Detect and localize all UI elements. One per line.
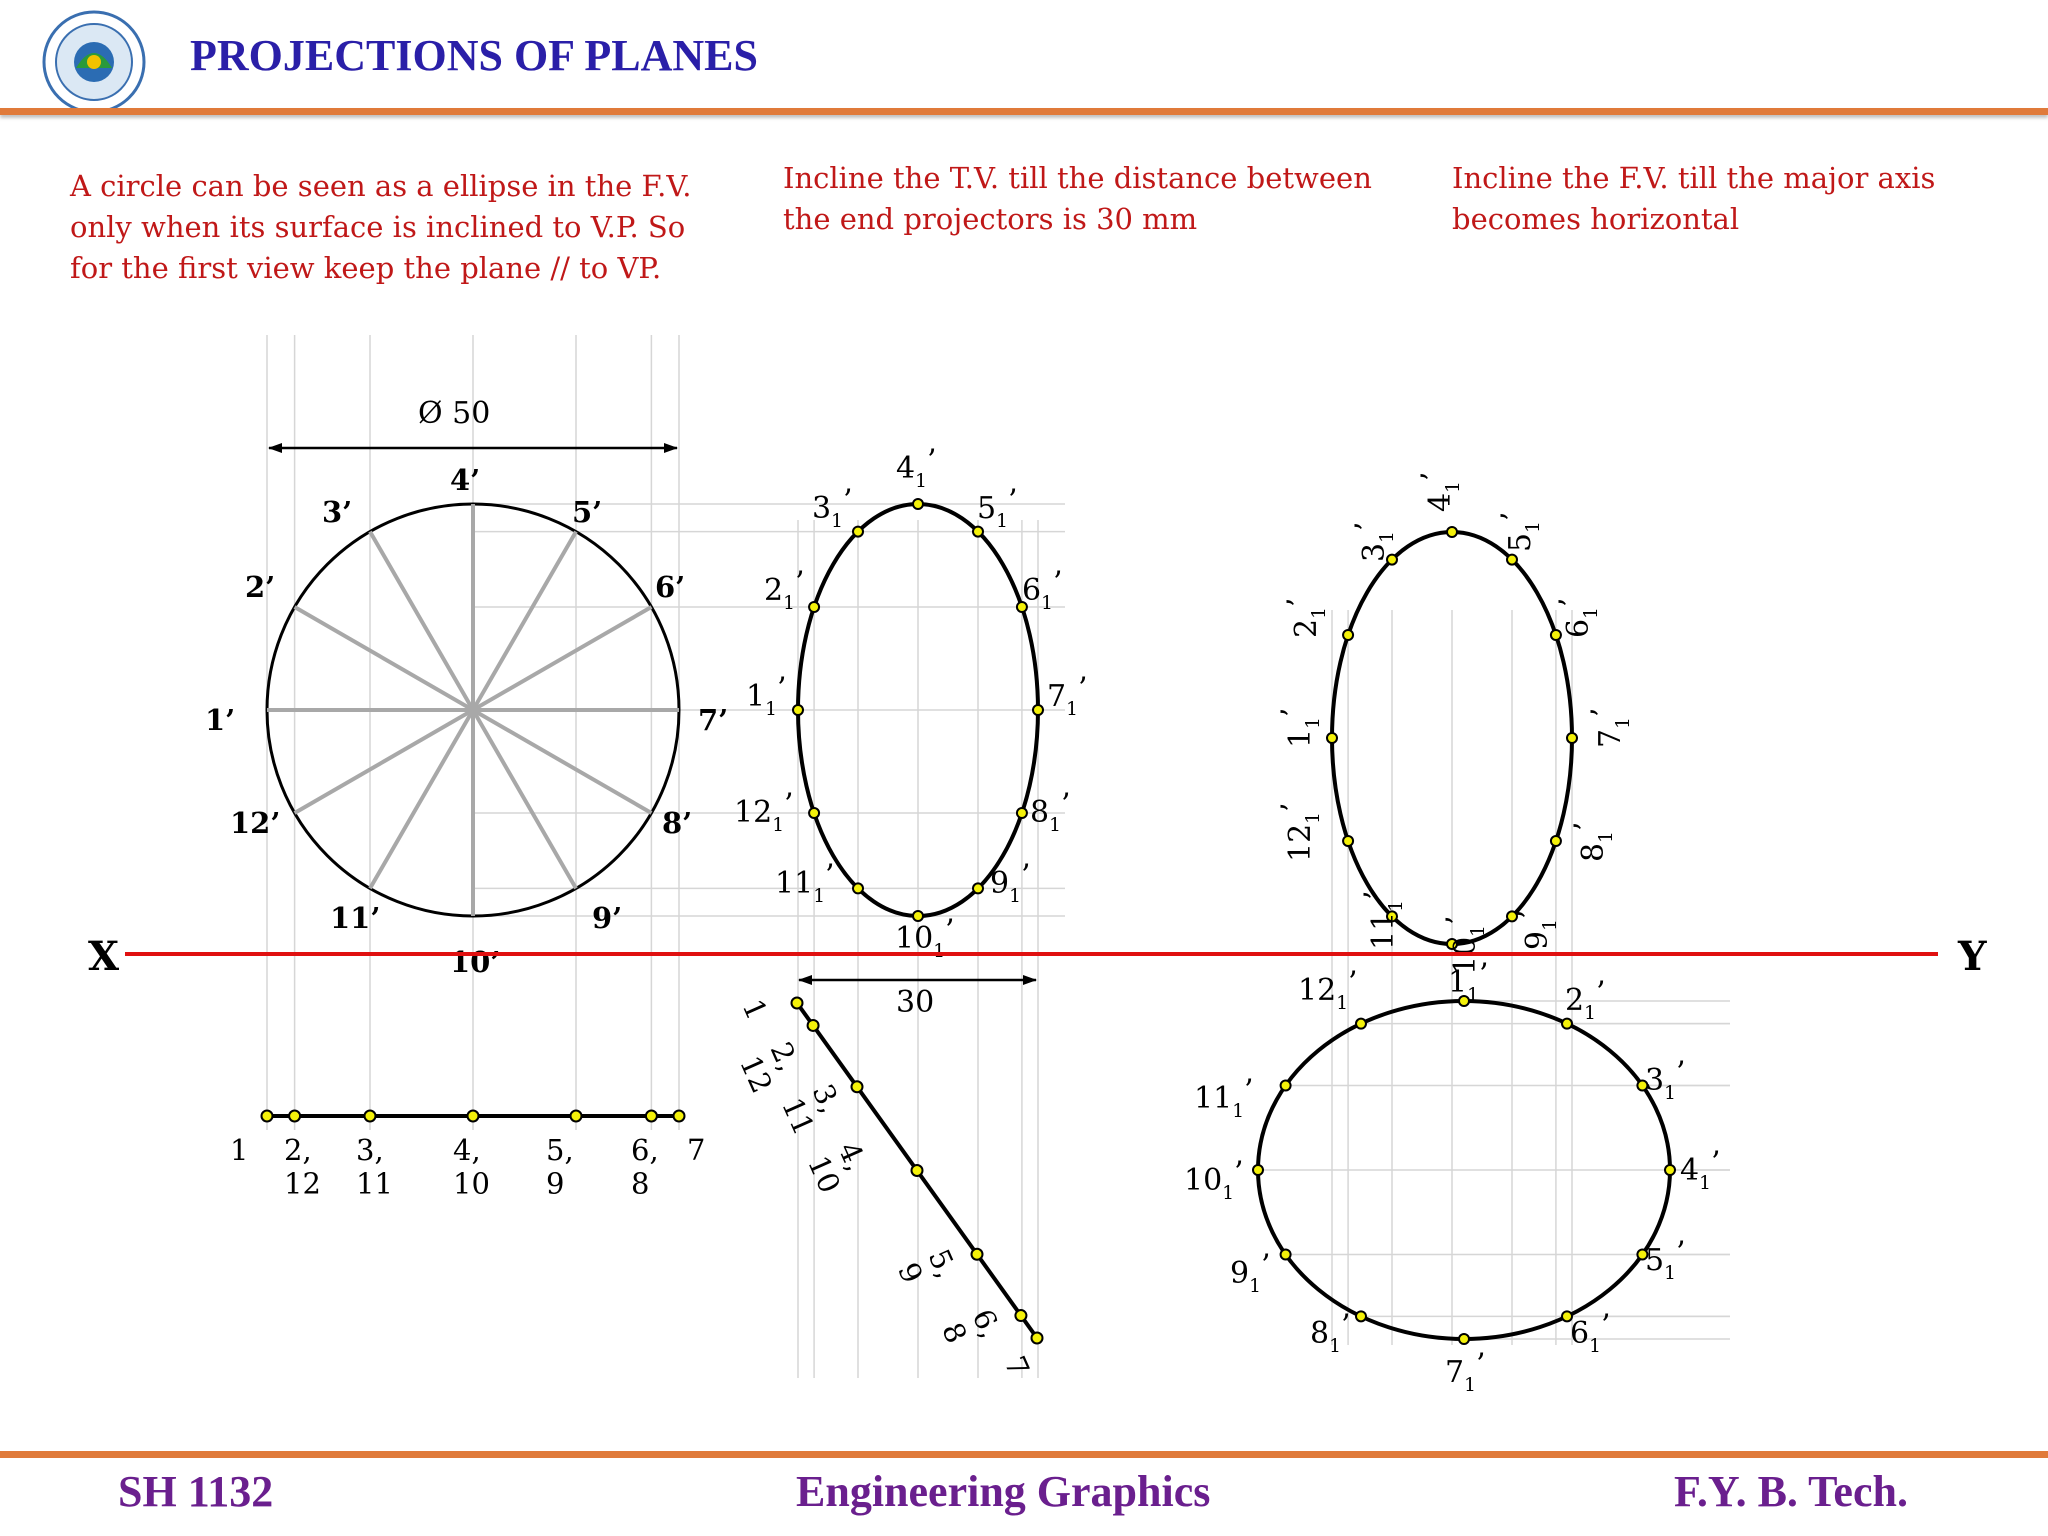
circle-point-label: 7’ (698, 703, 729, 737)
rotated-ellipse-point (1343, 836, 1353, 846)
ellipse-point-label: $5_1$’ (977, 483, 1018, 532)
ellipse-point-label: $12_1$’ (734, 787, 794, 836)
rotated-ellipse-point-label: $7_1$’ (1585, 707, 1634, 748)
rotated-ellipse-point-label: $8_1$’ (1568, 821, 1617, 862)
note-step1: A circle can be seen as a ellipse in the F.V. only when its surface is inclined to V.P. So for the first view keep the plane // to VP. (70, 169, 692, 285)
circle-point-label: 11’ (330, 901, 381, 935)
rotated-ellipse-point-label: $3_1$’ (1349, 521, 1398, 562)
ellipse-point (793, 705, 803, 715)
ellipse-point (809, 808, 819, 818)
xy-label-y: Y (1958, 933, 1987, 980)
ellipse-point (1033, 705, 1043, 715)
rotated-ellipse-point (1327, 733, 1337, 743)
ellipse-point (853, 883, 863, 893)
inclined-top-view-point (1015, 1310, 1026, 1321)
inclined-top-view-point (792, 998, 803, 1009)
top-view-point-label: 3, 11 (356, 1133, 393, 1201)
footer-class: F.Y. B. Tech. (1674, 1467, 1908, 1516)
final-ellipse-point-label: $7_1$’ (1445, 1347, 1486, 1396)
top-view-point-label: 5, 9 (546, 1133, 574, 1201)
rotated-ellipse-point (1567, 733, 1577, 743)
ellipse-point-label: $8_1$’ (1030, 787, 1071, 836)
final-ellipse-point-label: $1_1$’ (1448, 957, 1489, 1006)
final-ellipse-point-label: $5_1$’ (1645, 1235, 1686, 1284)
ellipse-point (913, 499, 923, 509)
inclined-top-view-label: 5,9 (891, 1244, 964, 1289)
final-ellipse-point (1562, 1019, 1572, 1029)
inclined-top-view-label: 1 (735, 994, 775, 1025)
final-ellipse-point-label: $6_1$’ (1570, 1308, 1611, 1357)
ellipse-point-label: $7_1$’ (1047, 671, 1088, 720)
ellipse-point-label: $11_1$’ (775, 858, 835, 907)
note-step3: Incline the F.V. till the major axis becomes horizontal (1452, 161, 1936, 236)
top-view-point-label: 7 (687, 1133, 706, 1167)
top-view-point (365, 1111, 376, 1122)
rotated-ellipse-point (1551, 630, 1561, 640)
top-view-point-label: 4, 10 (453, 1133, 490, 1201)
top-view-point (571, 1111, 582, 1122)
final-ellipse-point-label: $9_1$’ (1230, 1248, 1271, 1297)
circle-point-label: 2’ (245, 570, 276, 604)
rotated-ellipse-point (1507, 555, 1517, 565)
rotated-ellipse-point-label: $10_1$’ (1440, 915, 1489, 975)
final-ellipse-point (1281, 1250, 1291, 1260)
top-view-point (262, 1111, 273, 1122)
final-ellipse-point-label: $2_1$’ (1565, 975, 1606, 1024)
circle-point-label: 1’ (205, 703, 236, 737)
circle-point-label: 10’ (450, 945, 501, 979)
final-ellipse-point (1665, 1165, 1675, 1175)
ellipse-point-label: $1_1$’ (746, 671, 787, 720)
ellipse-point-label: $6_1$’ (1022, 565, 1063, 614)
final-ellipse-point (1356, 1311, 1366, 1321)
rotated-ellipse-point-label: $6_1$’ (1553, 597, 1602, 638)
rotated-ellipse-point (1343, 630, 1353, 640)
top-view-point (289, 1111, 300, 1122)
footer-course-code: SH 1132 (118, 1467, 274, 1516)
final-ellipse-point (1356, 1019, 1366, 1029)
ellipse-point (913, 911, 923, 921)
rotated-ellipse-point-label: $9_1$’ (1512, 909, 1561, 950)
footer-subject: Engineering Graphics (796, 1467, 1211, 1516)
ellipse-point-label: $4_1$’ (896, 443, 937, 492)
circle-point-label: 9’ (592, 901, 623, 935)
top-view-point-label: 6, 8 (631, 1133, 659, 1201)
inclined-top-view-label: 6,8 (935, 1304, 1008, 1349)
ellipse-point-label: $3_1$’ (812, 483, 853, 532)
diameter-dimension-label: Ø 50 (418, 396, 491, 431)
inclined-top-view-point (808, 1020, 819, 1031)
rotated-ellipse-point-label: $4_1$’ (1415, 471, 1464, 512)
rotated-ellipse-point-label: $1_1$’ (1275, 707, 1324, 748)
ellipse-point-label: $9_1$’ (990, 858, 1031, 907)
final-ellipse-point-label: $10_1$’ (1184, 1155, 1244, 1204)
top-view-point-label: 2, 12 (284, 1133, 321, 1201)
ellipse-point (973, 883, 983, 893)
rotated-ellipse-point-label: $12_1$’ (1275, 802, 1324, 862)
rotated-ellipse-point-label: $5_1$’ (1495, 511, 1544, 552)
ellipse-point (809, 602, 819, 612)
final-ellipse-point (1253, 1165, 1263, 1175)
rotated-ellipse-point-label: $11_1$’ (1358, 890, 1407, 950)
final-ellipse-point-label: $4_1$’ (1680, 1145, 1721, 1194)
ellipse-point (853, 527, 863, 537)
inclined-top-view-label: 3,11 (775, 1079, 848, 1141)
inclined-top-view-point (972, 1249, 983, 1260)
circle-point-label: 4’ (450, 463, 481, 497)
ellipse-point (973, 527, 983, 537)
top-view-point (646, 1111, 657, 1122)
note-step2: Incline the T.V. till the distance between the end projectors is 30 mm (783, 161, 1372, 236)
top-view-point-label: 1 (230, 1133, 249, 1167)
footer-rule (0, 1451, 2048, 1458)
inclined-top-view-point (912, 1165, 923, 1176)
page-title: PROJECTIONS OF PLANES (190, 31, 759, 80)
ellipse-point (1017, 808, 1027, 818)
rotated-ellipse-point (1447, 527, 1457, 537)
circle-point-label: 8’ (662, 806, 693, 840)
final-ellipse-point-label: $8_1$’ (1310, 1308, 1351, 1357)
inclined-top-view-label: 7 (997, 1351, 1037, 1382)
final-ellipse-point-label: $12_1$’ (1298, 965, 1358, 1014)
inclined-top-view-point (852, 1081, 863, 1092)
inclined-top-view-label: 4,10 (801, 1137, 874, 1199)
inclined-top-view-point (1032, 1333, 1043, 1344)
final-ellipse-point-label: $3_1$’ (1645, 1055, 1686, 1104)
final-ellipse-point (1459, 1334, 1469, 1344)
circle-point-label: 3’ (322, 495, 353, 529)
inclined-top-view-label: 2,12 (733, 1037, 806, 1099)
ellipse-point-label: $2_1$’ (764, 565, 805, 614)
rotated-ellipse-point-label: $2_1$’ (1281, 597, 1330, 638)
ellipse-point-label: $10_1$’ (895, 913, 955, 962)
circle-point-label: 12’ (230, 806, 281, 840)
final-ellipse-point-label: $11_1$’ (1194, 1073, 1254, 1122)
top-view-point (674, 1111, 685, 1122)
xy-label-x: X (88, 933, 120, 980)
end-projector-dimension-label: 30 (896, 985, 935, 1020)
circle-point-label: 6’ (655, 570, 686, 604)
final-ellipse-point (1281, 1081, 1291, 1091)
circle-point-label: 5’ (572, 495, 603, 529)
top-view-point (468, 1111, 479, 1122)
rotated-ellipse-point (1551, 836, 1561, 846)
